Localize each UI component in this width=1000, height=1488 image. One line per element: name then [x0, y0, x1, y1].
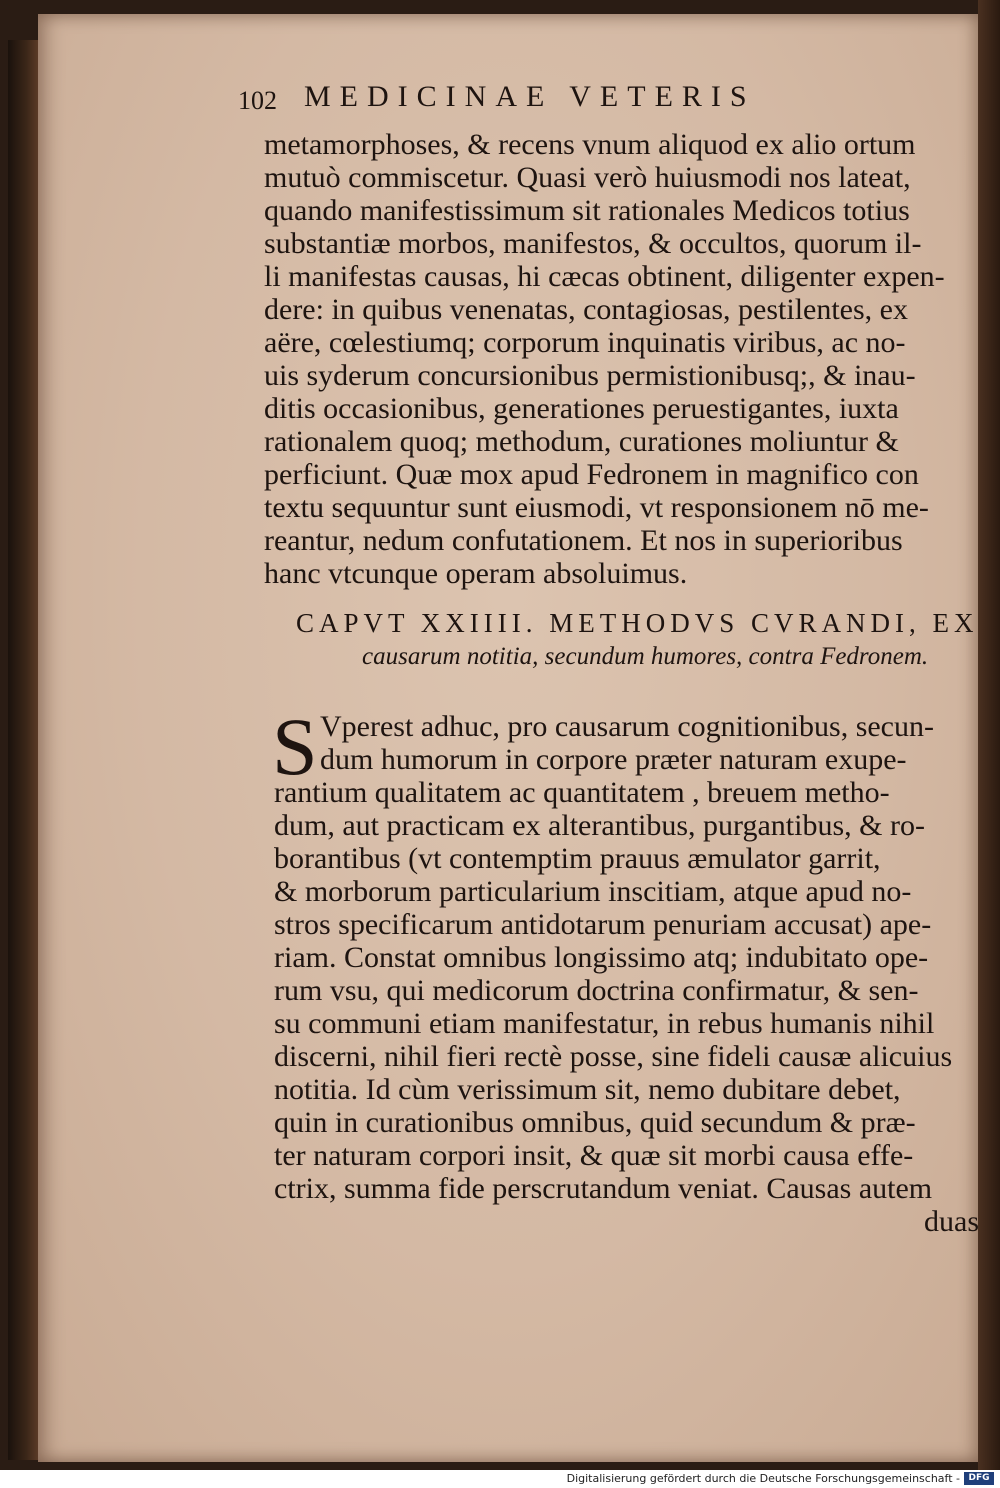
text-line: ctrix, summa fide perscrutandum veniat. Causas autem: [274, 1172, 933, 1205]
text-line: ditis occasionibus, generationes peruestigantes, iuxta: [264, 392, 899, 425]
text-line: discerni, nihil fieri rectè posse, sine fideli causæ alicuius: [274, 1040, 953, 1073]
text-line: mutuò commiscetur. Quasi verò huiusmodi nos lateat,: [264, 161, 911, 194]
running-head-title: MEDICINAE VETERIS: [304, 80, 756, 113]
text-line: quando manifestissimum sit rationales Medicos totius: [264, 194, 910, 227]
page-edge-right: [978, 0, 1000, 1470]
text-line: quin in curationibus omnibus, quid secundum & præ-: [274, 1106, 916, 1139]
text-line: metamorphoses, & recens vnum aliquod ex alio ortum: [264, 128, 916, 161]
text-line: rantium qualitatem ac quantitatem , breuem metho-: [274, 776, 890, 809]
chapter-paragraph: [272, 701, 979, 1238]
text-line: dum, aut practicam ex alterantibus, purgantibus, & ro-: [274, 809, 925, 842]
catchword: duas: [924, 1205, 979, 1238]
dfg-logo: DFG: [964, 1472, 994, 1485]
footer-bar: [0, 1470, 1000, 1488]
text-line: riam. Constat omnibus longissimo atq; indubitato ope-: [274, 941, 929, 974]
body-text: [264, 128, 974, 590]
chapter-subtitle: causarum notitia, secundum humores, contra Fedronem.: [362, 643, 929, 670]
text-line: stros specificarum antidotarum penuriam accusat) ape-: [274, 908, 932, 941]
text-line: reantur, nedum confutationem. Et nos in superioribus: [264, 524, 903, 557]
running-head: [238, 78, 878, 124]
text-line: uis syderum concursionibus permistionibusq;, & inau-: [264, 359, 916, 392]
text-line: perficiunt. Quæ mox apud Fedronem in magnifico con: [264, 458, 919, 491]
text-line: ter naturam corpori insit, & quæ sit morbi causa effe-: [274, 1139, 914, 1172]
text-line: Vperest adhuc, pro causarum cognitionibus, secun-: [320, 710, 934, 743]
text-line: notitia. Id cùm verissimum sit, nemo dubitare debet,: [274, 1073, 901, 1106]
text-line: rum vsu, qui medicorum doctrina confirmatur, & sen-: [274, 974, 919, 1007]
page-number: 102: [238, 86, 277, 115]
text-line: textu sequuntur sunt eiusmodi, vt responsionem nō me-: [264, 491, 929, 524]
drop-capital: S: [272, 701, 318, 792]
text-line: su communi etiam manifestatur, in rebus humanis nihil: [274, 1007, 935, 1040]
chapter-title: CAPVT XXIIII. METHODVS CVRANDI, EX: [296, 608, 979, 638]
text-line: aëre, cœlestiumq; corporum inquinatis viribus, ac no-: [264, 326, 906, 359]
chapter-heading: [296, 606, 979, 674]
text-line: borantibus (vt contemptim prauus æmulator garrit,: [274, 842, 881, 875]
text-line: rationalem quoq; methodum, curationes moliuntur &: [264, 425, 899, 458]
text-line: hanc vtcunque operam absoluimus.: [264, 557, 688, 590]
text-line: dere: in quibus venenatas, contagiosas, pestilentes, ex: [264, 293, 908, 326]
text-line: dum humorum in corpore præter naturam exupe-: [320, 743, 907, 776]
funding-credit: Digitalisierung gefördert durch die Deutsche Forschungsgemeinschaft -: [566, 1472, 960, 1485]
text-line: & morborum particularium inscitiam, atque apud no-: [274, 875, 912, 908]
text-line: li manifestas causas, hi cæcas obtinent, diligenter expen-: [264, 260, 945, 293]
book-spine-edge: [8, 40, 38, 1460]
text-line: substantiæ morbos, manifestos, & occultos, quorum il-: [264, 227, 922, 260]
